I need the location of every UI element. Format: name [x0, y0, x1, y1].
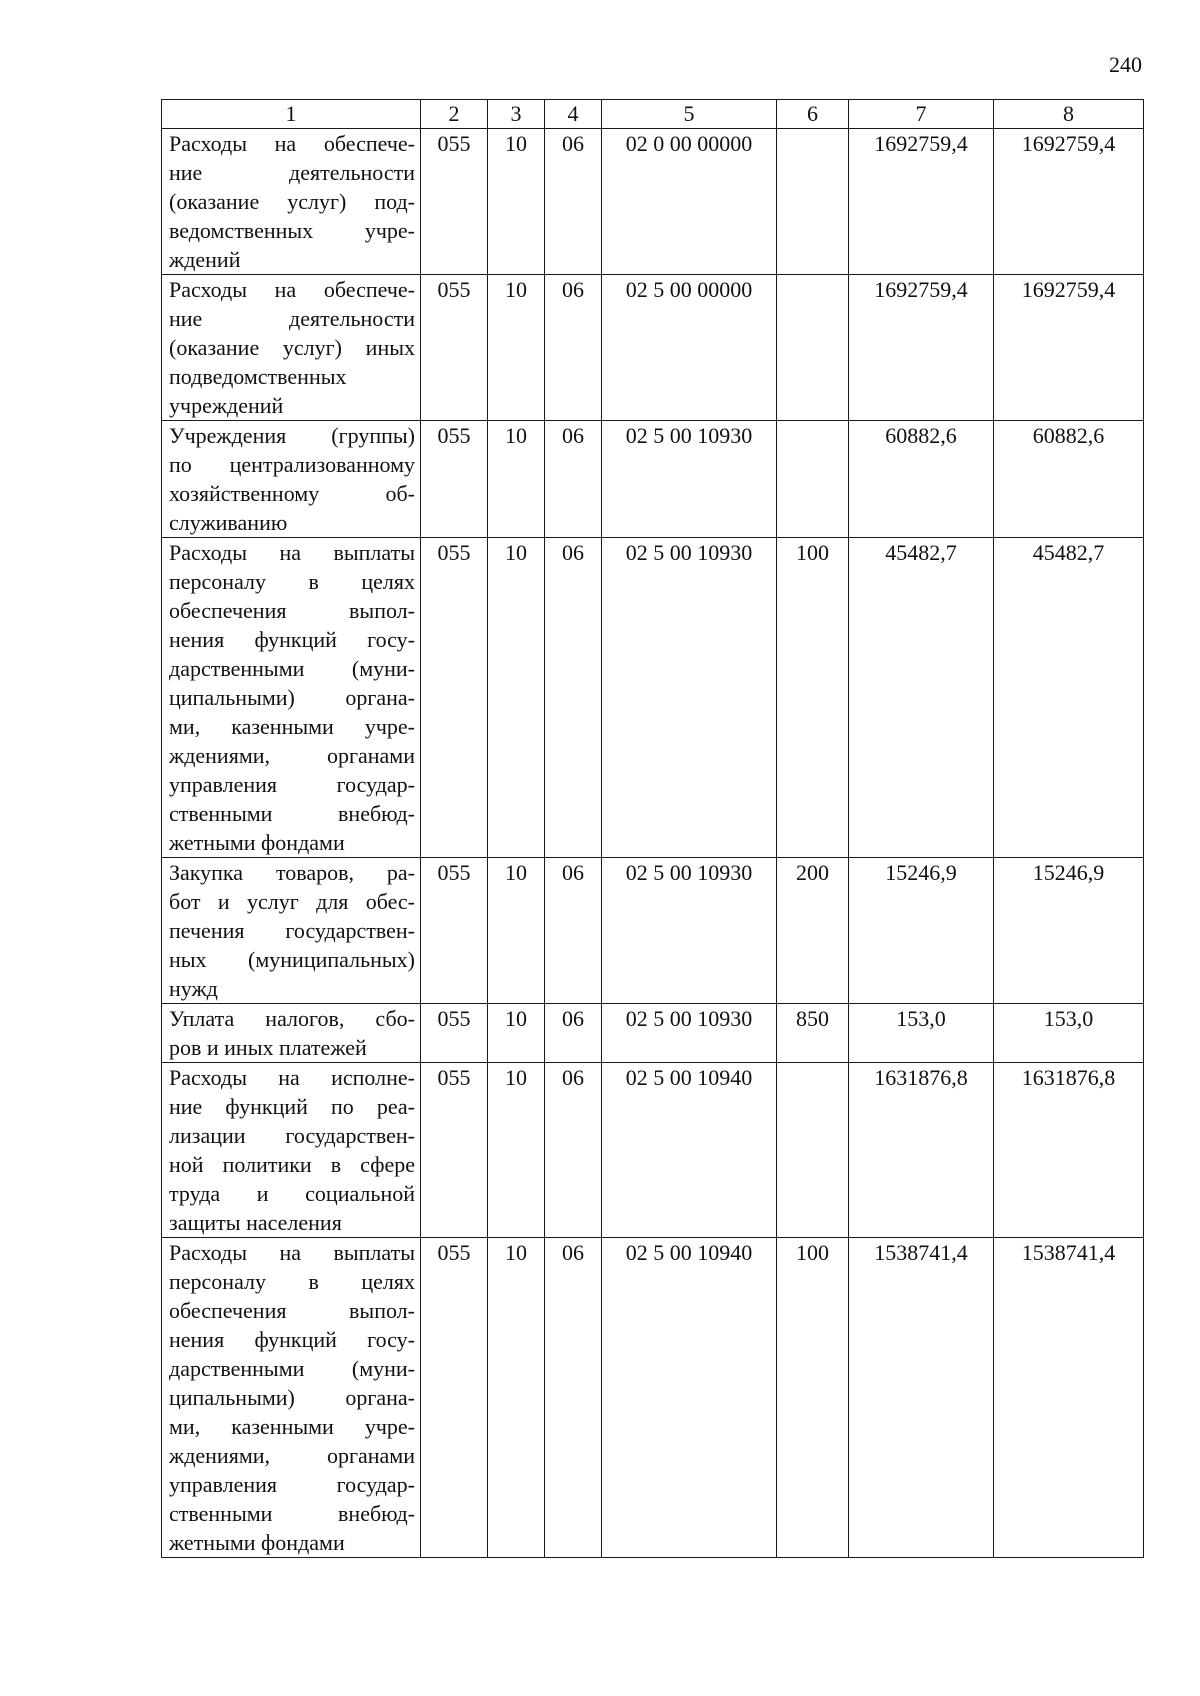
description-line: ведомственных учре- [169, 218, 415, 243]
column-header: 6 [777, 100, 849, 129]
amount-cell: 1692759,4 [994, 275, 1144, 421]
description-line: труда и социальной [169, 1181, 415, 1206]
description-line: учреждений [169, 393, 284, 418]
target-article-cell: 02 0 00 00000 [602, 129, 777, 275]
section-cell: 10 [488, 1004, 545, 1063]
target-article-cell: 02 5 00 10940 [602, 1238, 777, 1558]
expense-type-cell: 200 [777, 858, 849, 1004]
description-line: защиты населения [169, 1210, 342, 1235]
amount-cell: 1692759,4 [849, 275, 994, 421]
description-line: ственными внебюд- [169, 801, 415, 826]
expense-type-cell [777, 275, 849, 421]
amount-cell: 60882,6 [994, 421, 1144, 538]
row-description [162, 275, 421, 421]
description-line: ров и иных платежей [169, 1035, 367, 1060]
row-description [162, 129, 421, 275]
header-row [162, 100, 1144, 129]
row-description [162, 421, 421, 538]
row-description [162, 538, 421, 858]
subsection-cell: 06 [545, 1004, 602, 1063]
section-cell: 10 [488, 421, 545, 538]
amount-cell: 15246,9 [849, 858, 994, 1004]
section-cell: 10 [488, 538, 545, 858]
description-line: ственными внебюд- [169, 1501, 415, 1526]
column-header: 1 [162, 100, 421, 129]
target-article-cell: 02 5 00 10930 [602, 538, 777, 858]
section-cell: 10 [488, 858, 545, 1004]
description-line: Учреждения (группы) [169, 423, 415, 448]
subsection-cell: 06 [545, 538, 602, 858]
target-article-cell: 02 5 00 10930 [602, 1004, 777, 1063]
amount-cell: 1692759,4 [994, 129, 1144, 275]
expense-type-cell: 100 [777, 538, 849, 858]
description-line: ние деятельности [169, 160, 415, 185]
description-line: обеспечения выпол- [169, 598, 415, 623]
description-line: лизации государствен- [169, 1123, 415, 1148]
description-line: печения государствен- [169, 918, 415, 943]
description-line: ципальными) органа- [169, 1385, 415, 1410]
description-line: ципальными) органа- [169, 685, 415, 710]
description-line: ми, казенными учре- [169, 1414, 415, 1439]
admin-code-cell: 055 [421, 858, 488, 1004]
description-line: по централизованному [169, 452, 415, 477]
description-line: ных (муниципальных) [169, 947, 415, 972]
subsection-cell: 06 [545, 129, 602, 275]
section-cell: 10 [488, 129, 545, 275]
description-line: персоналу в целях [169, 1269, 415, 1294]
expense-type-cell [777, 421, 849, 538]
column-header: 8 [994, 100, 1144, 129]
amount-cell: 60882,6 [849, 421, 994, 538]
table-row [162, 1238, 1144, 1558]
expense-type-cell [777, 1063, 849, 1238]
description-line: нения функций госу- [169, 1327, 415, 1352]
expense-type-cell: 850 [777, 1004, 849, 1063]
description-line: ждениями, органами [169, 1443, 415, 1468]
description-line: хозяйственному об- [169, 481, 415, 506]
section-cell: 10 [488, 1063, 545, 1238]
description-line: подведомственных [169, 364, 347, 389]
description-line: управления государ- [169, 772, 415, 797]
description-line: (оказание услуг) иных [169, 335, 415, 360]
description-line: ной политики в сфере [169, 1152, 415, 1177]
description-line: ми, казенными учре- [169, 714, 415, 739]
subsection-cell: 06 [545, 1063, 602, 1238]
description-line: персоналу в целях [169, 569, 415, 594]
amount-cell: 45482,7 [849, 538, 994, 858]
subsection-cell: 06 [545, 421, 602, 538]
row-description [162, 858, 421, 1004]
column-header: 3 [488, 100, 545, 129]
description-line: Расходы на исполне- [169, 1065, 415, 1090]
amount-cell: 1631876,8 [994, 1063, 1144, 1238]
description-line: бот и услуг для обес- [169, 889, 415, 914]
admin-code-cell: 055 [421, 129, 488, 275]
expense-type-cell [777, 129, 849, 275]
column-header: 4 [545, 100, 602, 129]
section-cell: 10 [488, 275, 545, 421]
amount-cell: 1631876,8 [849, 1063, 994, 1238]
admin-code-cell: 055 [421, 538, 488, 858]
admin-code-cell: 055 [421, 1004, 488, 1063]
budget-table [161, 99, 1144, 1558]
description-line: ждениями, органами [169, 743, 415, 768]
column-header: 5 [602, 100, 777, 129]
description-line: Расходы на выплаты [169, 540, 415, 565]
column-header: 7 [849, 100, 994, 129]
amount-cell: 1692759,4 [849, 129, 994, 275]
description-line: Расходы на обеспече- [169, 277, 415, 302]
description-line: Закупка товаров, ра- [169, 860, 415, 885]
description-line: ние деятельности [169, 306, 415, 331]
admin-code-cell: 055 [421, 275, 488, 421]
admin-code-cell: 055 [421, 421, 488, 538]
table-body [162, 129, 1144, 1558]
description-line: Уплата налогов, сбо- [169, 1006, 415, 1031]
description-line: Расходы на выплаты [169, 1240, 415, 1265]
page-number: 240 [1109, 52, 1142, 77]
amount-cell: 1538741,4 [849, 1238, 994, 1558]
amount-cell: 15246,9 [994, 858, 1144, 1004]
description-line: ние функций по реа- [169, 1094, 415, 1119]
section-cell: 10 [488, 1238, 545, 1558]
description-line: (оказание услуг) под- [169, 189, 415, 214]
subsection-cell: 06 [545, 1238, 602, 1558]
target-article-cell: 02 5 00 10940 [602, 1063, 777, 1238]
description-line: нения функций госу- [169, 627, 415, 652]
target-article-cell: 02 5 00 00000 [602, 275, 777, 421]
description-line: дарственными (муни- [169, 1356, 415, 1381]
table-row [162, 858, 1144, 1004]
amount-cell: 153,0 [849, 1004, 994, 1063]
description-line: обеспечения выпол- [169, 1298, 415, 1323]
amount-cell: 1538741,4 [994, 1238, 1144, 1558]
description-line: жетными фондами [169, 1530, 345, 1555]
expense-type-cell: 100 [777, 1238, 849, 1558]
column-header: 2 [421, 100, 488, 129]
row-description [162, 1063, 421, 1238]
amount-cell: 153,0 [994, 1004, 1144, 1063]
row-description [162, 1004, 421, 1063]
description-line: нужд [169, 976, 218, 1001]
target-article-cell: 02 5 00 10930 [602, 858, 777, 1004]
table-row [162, 538, 1144, 858]
subsection-cell: 06 [545, 275, 602, 421]
subsection-cell: 06 [545, 858, 602, 1004]
target-article-cell: 02 5 00 10930 [602, 421, 777, 538]
admin-code-cell: 055 [421, 1063, 488, 1238]
table-row [162, 1004, 1144, 1063]
table-row [162, 421, 1144, 538]
description-line: ждений [169, 247, 241, 272]
description-line: управления государ- [169, 1472, 415, 1497]
table-row [162, 1063, 1144, 1238]
description-line: Расходы на обеспече- [169, 131, 415, 156]
description-line: служиванию [169, 510, 288, 535]
amount-cell: 45482,7 [994, 538, 1144, 858]
description-line: жетными фондами [169, 830, 345, 855]
table-row [162, 275, 1144, 421]
table-row [162, 129, 1144, 275]
description-line: дарственными (муни- [169, 656, 415, 681]
admin-code-cell: 055 [421, 1238, 488, 1558]
row-description [162, 1238, 421, 1558]
